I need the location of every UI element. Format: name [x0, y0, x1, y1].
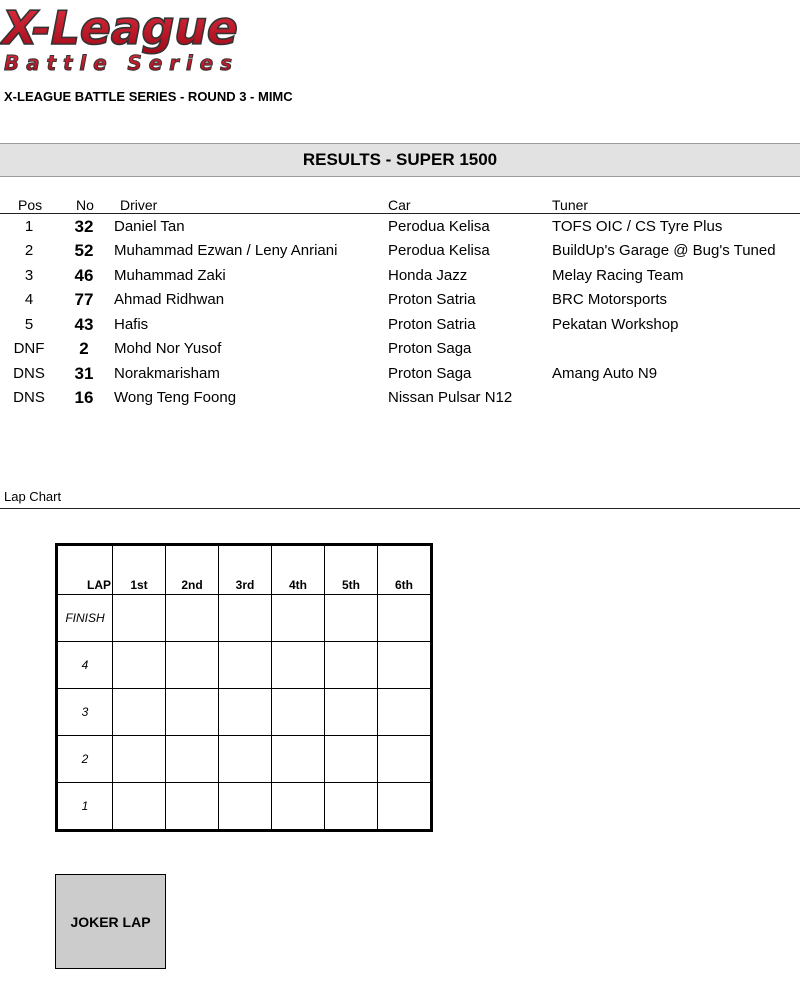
result-pos: DNS [13, 389, 45, 406]
lap-chart-row [57, 736, 432, 783]
lap-header-cell: 3rd [219, 545, 272, 595]
lap-chart-row [57, 642, 432, 689]
header-no: No [76, 197, 94, 213]
lap-cell [219, 736, 272, 783]
lap-cell [166, 642, 219, 689]
result-driver: Muhammad Ezwan / Leny Anriani [114, 242, 338, 259]
lap-header-cell: 5th [325, 545, 378, 595]
lap-row-label: 4 [57, 642, 113, 689]
header-car: Car [388, 197, 411, 213]
result-tuner: Pekatan Workshop [552, 316, 679, 333]
x-league-logo [0, 0, 245, 78]
result-car: Proton Satria [388, 316, 476, 333]
lap-cell [325, 783, 378, 831]
lap-header-cell: 2nd [166, 545, 219, 595]
lap-cell [272, 689, 325, 736]
lap-cell [113, 689, 166, 736]
result-no: 32 [74, 217, 94, 236]
header-pos: Pos [18, 197, 43, 213]
lap-cell [272, 595, 325, 642]
result-driver: Hafis [114, 316, 149, 333]
result-pos: 2 [24, 242, 34, 259]
lap-cell [113, 595, 166, 642]
result-tuner: TOFS OIC / CS Tyre Plus [552, 218, 723, 235]
lap-cell [166, 783, 219, 831]
event-title: X-LEAGUE BATTLE SERIES - ROUND 3 - MIMC [4, 89, 293, 104]
result-car: Proton Saga [388, 365, 472, 382]
result-tuner: BRC Motorsports [552, 291, 668, 308]
lap-cell [325, 642, 378, 689]
result-row [0, 239, 800, 263]
result-pos: 5 [24, 316, 34, 333]
lap-corner-label: LAP [57, 545, 113, 595]
header-divider [0, 213, 800, 214]
result-car: Proton Satria [388, 291, 476, 308]
lap-cell [166, 736, 219, 783]
result-no: 77 [74, 290, 94, 309]
lap-cell [219, 642, 272, 689]
lap-cell [219, 689, 272, 736]
lap-chart-row [57, 783, 432, 831]
result-driver: Daniel Tan [114, 218, 185, 235]
result-pos: 3 [24, 267, 34, 284]
lap-cell [325, 595, 378, 642]
lap-cell [219, 595, 272, 642]
result-row [0, 386, 800, 410]
lap-chart-divider [0, 508, 800, 509]
lap-row-label: 1 [57, 783, 113, 831]
lap-chart-row [57, 595, 432, 642]
lap-cell [272, 783, 325, 831]
result-pos: DNF [13, 340, 45, 357]
lap-chart-title: Lap Chart [4, 489, 62, 504]
header-tuner: Tuner [552, 197, 589, 213]
joker-lap-box [55, 874, 166, 969]
result-no: 46 [74, 266, 94, 285]
result-car: Proton Saga [388, 340, 472, 357]
lap-row-label: 3 [57, 689, 113, 736]
lap-cell [272, 642, 325, 689]
lap-cell [166, 595, 219, 642]
lap-cell [113, 736, 166, 783]
lap-cell [378, 689, 432, 736]
lap-row-label: 2 [57, 736, 113, 783]
result-row [0, 337, 800, 361]
result-no: 31 [74, 364, 94, 383]
lap-row-label: FINISH [57, 595, 113, 642]
result-no: 2 [79, 339, 89, 358]
joker-lap-label: JOKER LAP [70, 913, 151, 930]
result-car: Honda Jazz [388, 267, 468, 284]
result-no: 43 [74, 315, 94, 334]
result-driver: Muhammad Zaki [114, 267, 226, 284]
result-row [0, 313, 800, 337]
lap-cell [272, 736, 325, 783]
logo-line2: Battle Series [4, 51, 232, 75]
result-tuner: BuildUp's Garage @ Bug's Tuned [552, 242, 776, 259]
lap-cell [113, 642, 166, 689]
lap-cell [378, 783, 432, 831]
logo-line1: X-League [2, 1, 238, 55]
result-driver: Ahmad Ridhwan [114, 291, 225, 308]
result-tuner: Melay Racing Team [552, 267, 684, 284]
results-title: RESULTS - SUPER 1500 [0, 143, 800, 177]
lap-chart-row [57, 689, 432, 736]
result-no: 52 [74, 241, 94, 260]
lap-header-cell: 4th [272, 545, 325, 595]
result-car: Nissan Pulsar N12 [388, 389, 513, 406]
result-car: Perodua Kelisa [388, 218, 490, 235]
result-driver: Mohd Nor Yusof [114, 340, 222, 357]
lap-cell [166, 689, 219, 736]
lap-cell [219, 783, 272, 831]
lap-cell [325, 689, 378, 736]
lap-chart-header-row [57, 545, 432, 595]
result-row [0, 288, 800, 312]
result-pos: 4 [24, 291, 34, 308]
header-driver: Driver [120, 197, 158, 213]
result-driver: Wong Teng Foong [114, 389, 237, 406]
lap-cell [325, 736, 378, 783]
lap-cell [378, 642, 432, 689]
result-row [0, 264, 800, 288]
result-row [0, 362, 800, 386]
result-pos: 1 [24, 218, 34, 235]
lap-cell [113, 783, 166, 831]
result-tuner: Amang Auto N9 [552, 365, 658, 382]
result-pos: DNS [13, 365, 45, 382]
lap-cell [378, 595, 432, 642]
result-row [0, 215, 800, 239]
result-driver: Norakmarisham [114, 365, 220, 382]
lap-chart-grid [55, 543, 433, 832]
lap-header-cell: 1st [113, 545, 166, 595]
lap-header-cell: 6th [378, 545, 432, 595]
result-car: Perodua Kelisa [388, 242, 490, 259]
lap-cell [378, 736, 432, 783]
result-no: 16 [74, 388, 94, 407]
